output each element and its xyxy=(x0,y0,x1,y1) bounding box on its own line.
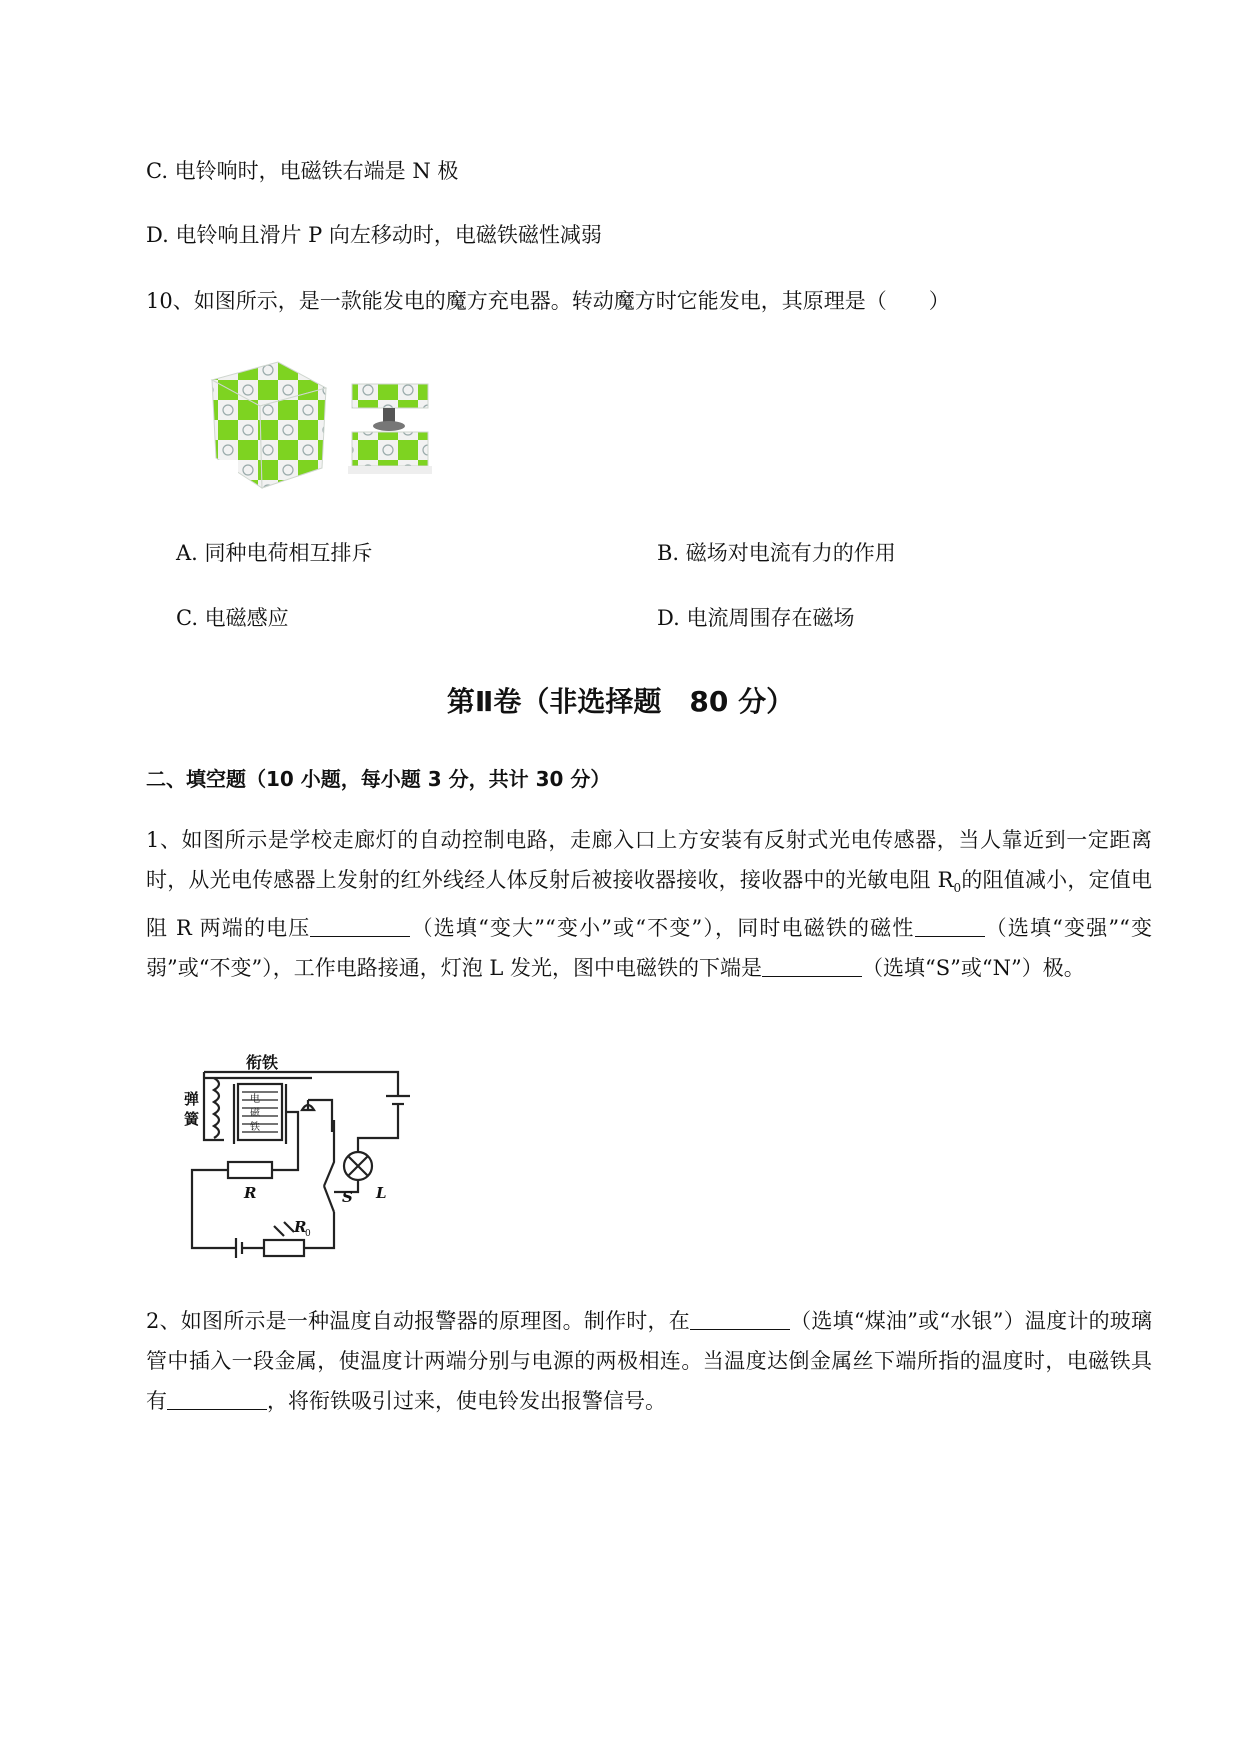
fill1-blank-1[interactable] xyxy=(310,914,410,937)
label-lamp: L xyxy=(376,1184,387,1202)
fill1-text-4: （选填“变强”“变弱”或“不变”），工作电路接通，灯泡 L 发光，图中电磁铁的下端是 xyxy=(146,916,1152,981)
q10-stem: 10、如图所示，是一款能发电的魔方充电器。转动魔方时它能发电，其原理是（ ） xyxy=(146,289,950,313)
q9-option-c: C. 电铃响时，电磁铁右端是 N 极 xyxy=(146,159,459,183)
q10-option-a: A. 同种电荷相互排斥 xyxy=(176,541,373,565)
q10-option-d: D. 电流周围存在磁场 xyxy=(657,606,855,630)
fill1-blank-3[interactable] xyxy=(762,954,862,977)
q10-option-b: B. 磁场对电流有力的作用 xyxy=(657,541,896,565)
label-resistor: R xyxy=(244,1184,257,1202)
circuit-diagram xyxy=(184,1052,474,1258)
fill1-text-1: 1、如图所示是学校走廊灯的自动控制电路，走廊入口上方安装有反射式光电传感器，当人靠近到一定距离时，从光电传感器上发射的红外线经人体反射后被接收器接收，接收器中的光敏电阻 R xyxy=(146,828,1152,892)
label-coil-1: 电 xyxy=(250,1094,260,1105)
fill2-blank-1[interactable] xyxy=(690,1307,790,1330)
fill1-text-3: （选填“变大”“变小”或“不变”），同时电磁铁的磁性 xyxy=(410,916,915,941)
section-title: 二、填空题（10 小题，每小题 3 分，共计 30 分） xyxy=(146,767,611,791)
fill2-blank-2[interactable] xyxy=(167,1387,267,1410)
label-coil-3: 铁 xyxy=(250,1122,260,1133)
label-photoresistor-sub: 0 xyxy=(305,1229,311,1239)
label-coil-2: 磁 xyxy=(250,1108,260,1119)
fill-question-1 xyxy=(146,820,1152,988)
rubiks-cube-charger-image xyxy=(198,360,438,495)
part2-title: 第Ⅱ卷（非选择题 80 分） xyxy=(446,685,795,718)
q10-option-c: C. 电磁感应 xyxy=(176,606,289,630)
fill1-blank-2[interactable] xyxy=(915,914,985,937)
label-spring-2: 簧 xyxy=(184,1110,200,1128)
label-switch: S xyxy=(342,1188,353,1206)
label-spring-1: 弹 xyxy=(184,1090,200,1108)
fill1-text-2: 的阻值减小，定值电阻 R 两端的电压 xyxy=(146,868,1152,941)
fill2-text-3: ，将衔铁吸引过来，使电铃发出报警信号。 xyxy=(267,1389,666,1413)
q9-option-d: D. 电铃响且滑片 P 向左移动时，电磁铁磁性减弱 xyxy=(146,223,602,247)
label-photoresistor: R xyxy=(294,1218,307,1236)
label-armature: 衔铁 xyxy=(246,1053,279,1072)
fill-question-2 xyxy=(146,1301,1152,1421)
fill2-text-2: （选填“煤油”或“水银”）温度计的玻璃管中插入一段金属，使温度计两端分别与电源的两极相连。当温度达倒金属丝下端所指的温度时，电磁铁具有 xyxy=(146,1309,1153,1413)
fill1-sub: 0 xyxy=(953,881,962,896)
fill1-text-5: （选填“S”或“N”）极。 xyxy=(862,956,1085,981)
fill2-text-1: 2、如图所示是一种温度自动报警器的原理图。制作时，在 xyxy=(146,1309,690,1333)
